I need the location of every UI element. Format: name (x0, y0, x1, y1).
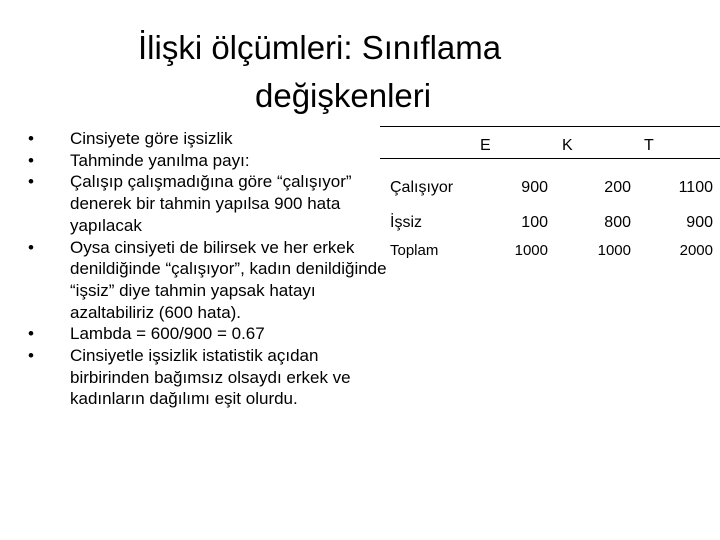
table-cell: 100 (521, 214, 548, 231)
bullet-text: Lambda = 600/900 = 0.67 (70, 324, 265, 344)
row-label-calisiyor: Çalışıyor (390, 179, 454, 196)
table-header-rule (380, 158, 720, 159)
bullet-marker: • (28, 129, 34, 148)
table-top-rule (380, 126, 720, 127)
column-header-k: K (562, 137, 573, 154)
bullet-text: Cinsiyetle işsizlik istatistik açıdan birbirinden bağımsız olsaydı erkek ve kadınların dağılımı eşit olurdu. (70, 346, 351, 409)
bullet-text: Oysa cinsiyeti de bilirsek ve her erkek denildiğinde “çalışıyor”, kadın denildiğinde “işsiz” diye tahmin yapsak hatayı azaltabiliriz (600 hata). (70, 237, 387, 322)
bullet-marker: • (28, 150, 34, 170)
slide-title-line-2: değişkenleri (255, 77, 432, 114)
table-cell: 2000 (679, 242, 713, 259)
row-label-issiz: İşsiz (390, 214, 422, 231)
bullet-item (28, 237, 398, 324)
table-cell: 1000 (514, 242, 548, 259)
table-cell: 900 (521, 179, 548, 196)
bullet-marker: • (28, 172, 34, 192)
bullet-item (28, 323, 398, 345)
table-cell: 900 (686, 214, 713, 231)
bullet-text: Cinsiyete göre işsizlik (70, 129, 233, 148)
row-label-toplam: Toplam (390, 242, 439, 259)
bullet-marker: • (28, 237, 34, 257)
table-cell: 1000 (597, 242, 631, 259)
bullet-marker: • (28, 346, 34, 366)
bullet-text: Çalışıp çalışmadığına göre “çalışıyor” denerek bir tahmin yapılsa 900 hata yapılacak (70, 172, 352, 235)
bullet-marker: • (28, 324, 34, 344)
table-cell: 800 (604, 214, 631, 231)
bullet-list (28, 128, 398, 410)
bullet-item (28, 345, 398, 410)
bullet-item (28, 171, 398, 236)
bullet-item (28, 128, 398, 150)
slide-title-line-1: İlişki ölçümleri: Sınıflama (138, 29, 502, 66)
bullet-item (28, 150, 398, 172)
table-cell: 200 (604, 179, 631, 196)
column-header-e: E (480, 137, 491, 154)
table-cell: 1100 (678, 179, 713, 196)
crosstab-table (380, 124, 720, 274)
column-header-t: T (644, 137, 654, 154)
bullet-text: Tahminde yanılma payı: (70, 150, 250, 170)
